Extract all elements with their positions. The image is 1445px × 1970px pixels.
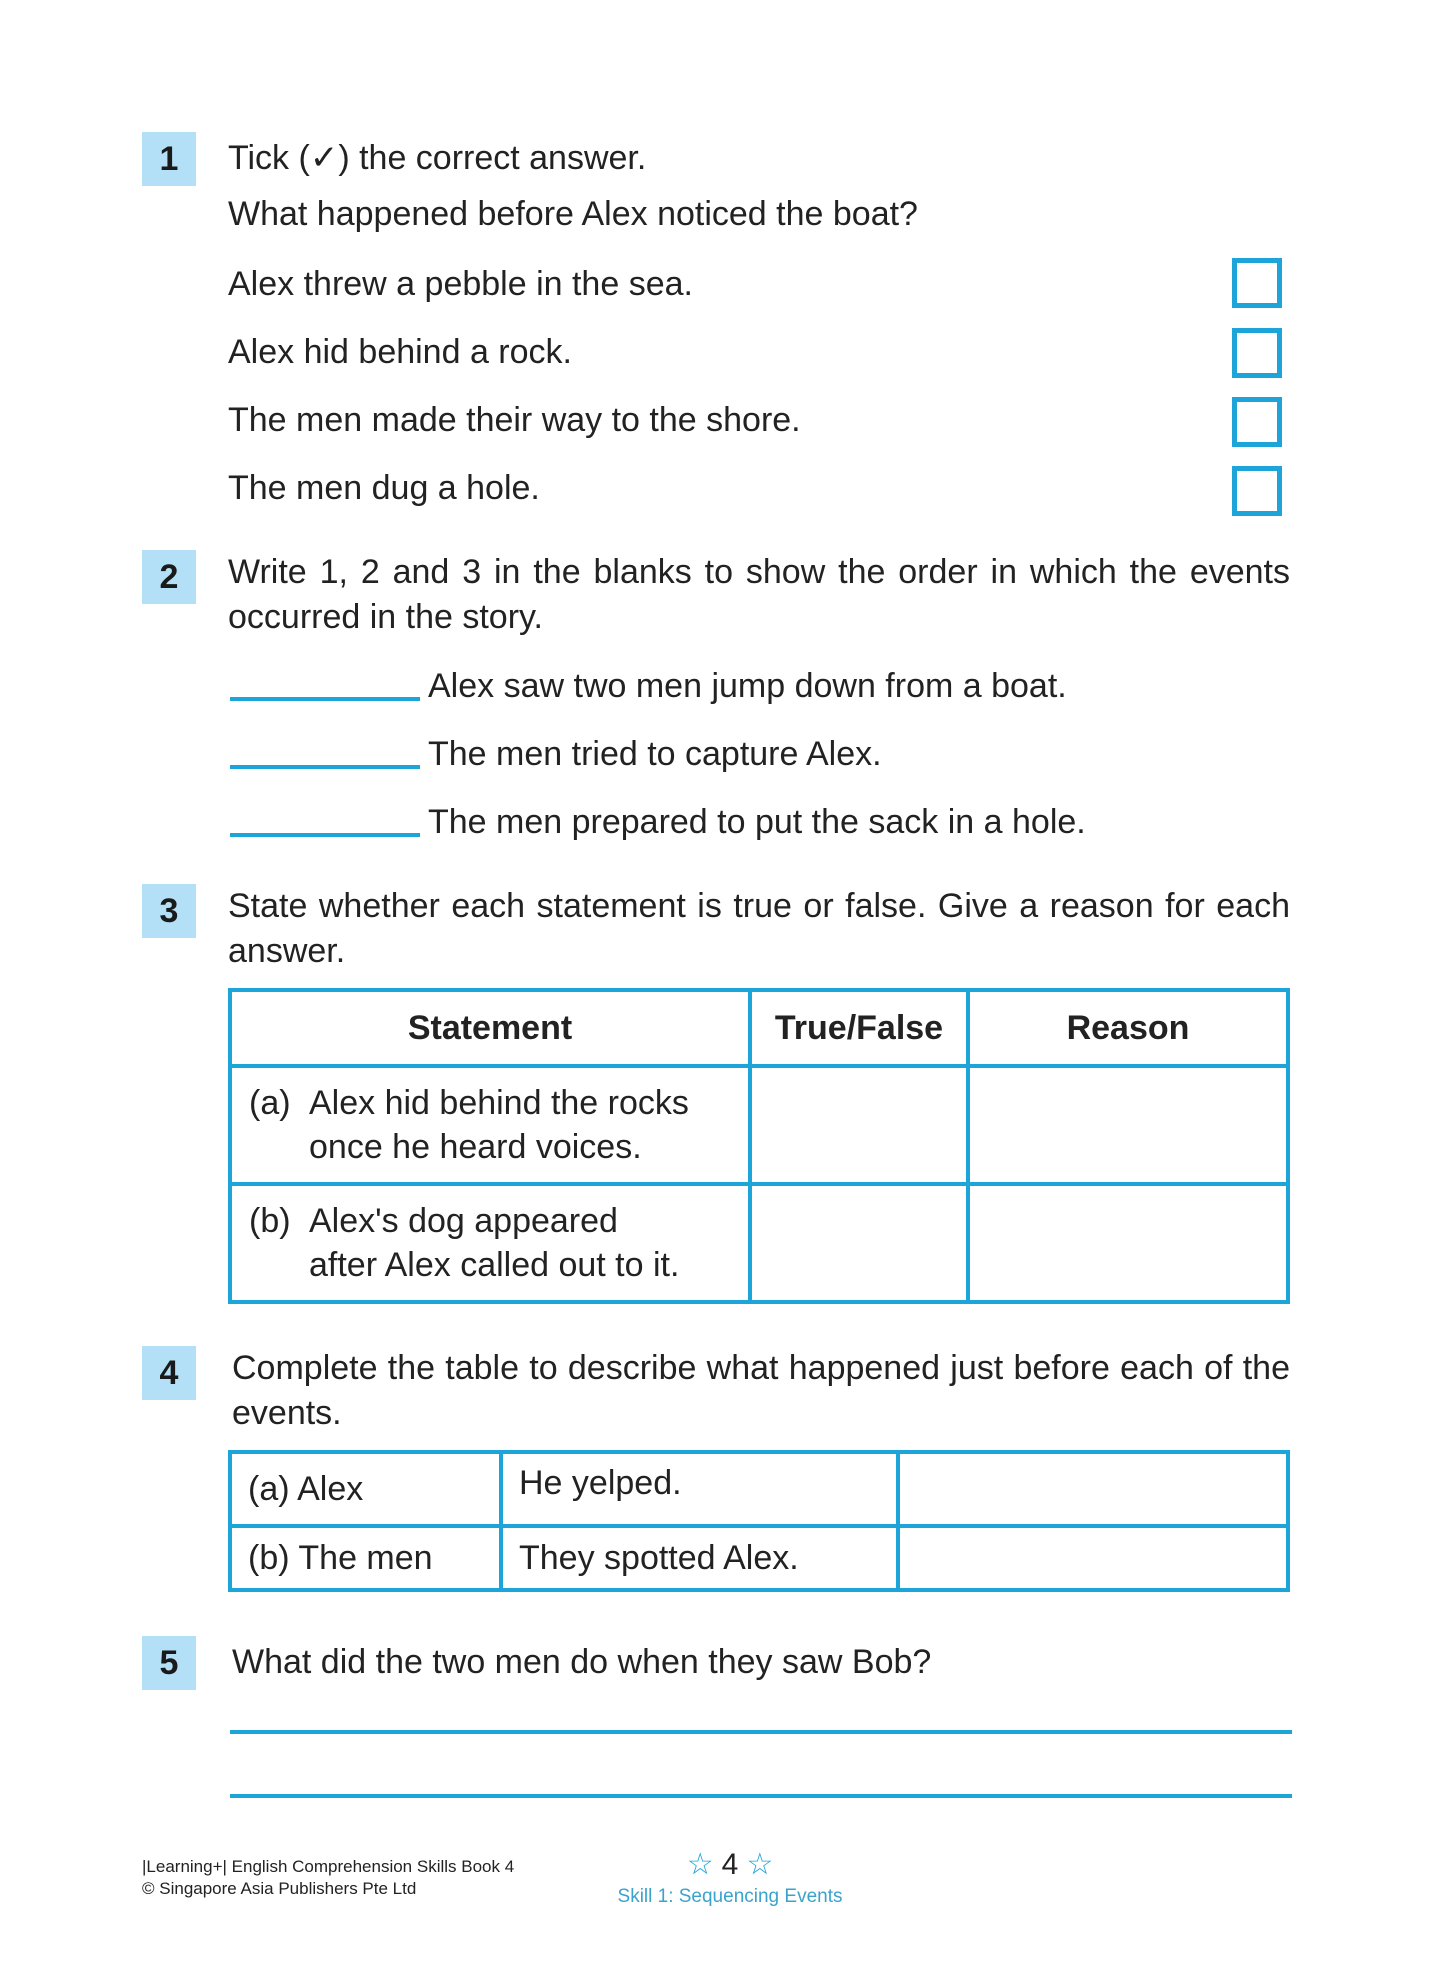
statement-line: once he heard voices.	[309, 1128, 642, 1166]
event-cell: He yelped.	[501, 1452, 898, 1526]
page-number: 4	[721, 1848, 739, 1881]
star-icon: ☆	[746, 1848, 774, 1881]
column-header-reason: Reason	[968, 990, 1288, 1066]
reason-answer-cell[interactable]	[968, 1066, 1288, 1184]
tick-checkbox[interactable]	[1232, 466, 1282, 516]
tick-checkbox[interactable]	[1232, 258, 1282, 308]
answer-line-input[interactable]	[230, 1794, 1292, 1798]
q1-question: What happened before Alex noticed the boat?	[228, 195, 918, 233]
column-header-true-false: True/False	[750, 990, 968, 1066]
footer-credits	[142, 1856, 514, 1900]
q1-option-text: The men made their way to the shore.	[228, 401, 801, 439]
statement-line: Alex's dog appeared	[309, 1202, 618, 1240]
page-footer	[580, 1848, 880, 1908]
table-row	[230, 1066, 1288, 1184]
order-blank-input[interactable]	[230, 697, 420, 701]
question-number-badge: 4	[142, 1346, 196, 1400]
table-row	[230, 1184, 1288, 1302]
q4-instruction: Complete the table to describe what happened just before each of the events.	[232, 1349, 1290, 1432]
statement-line: after Alex called out to it.	[309, 1246, 680, 1284]
q5-question: What did the two men do when they saw Bob?	[232, 1643, 932, 1681]
row-label: (b)	[249, 1202, 291, 1240]
order-blank-input[interactable]	[230, 833, 420, 837]
q2-event-text: Alex saw two men jump down from a boat.	[428, 667, 1067, 705]
statement-line: Alex hid behind the rocks	[309, 1084, 689, 1122]
subject-cell: (b) The men	[230, 1526, 501, 1590]
book-title: |Learning+| English Comprehension Skills Book 4	[142, 1857, 515, 1876]
question-number-badge: 5	[142, 1636, 196, 1690]
row-label: (a)	[249, 1084, 291, 1122]
event-cell: They spotted Alex.	[501, 1526, 898, 1590]
true-false-answer-cell[interactable]	[750, 1066, 968, 1184]
true-false-table	[228, 988, 1290, 1304]
q1-option-text: Alex hid behind a rock.	[228, 333, 572, 371]
order-blank-input[interactable]	[230, 765, 420, 769]
events-table	[228, 1450, 1290, 1592]
q1-option-text: Alex threw a pebble in the sea.	[228, 265, 693, 303]
table-row	[230, 1452, 1288, 1526]
tick-checkbox[interactable]	[1232, 397, 1282, 447]
table-row	[230, 1526, 1288, 1590]
statement-cell	[230, 1184, 750, 1302]
question-number-badge: 1	[142, 132, 196, 186]
skill-label: Skill 1: Sequencing Events	[617, 1886, 843, 1907]
q1-option-text: The men dug a hole.	[228, 469, 540, 507]
copyright: © Singapore Asia Publishers Pte Ltd	[142, 1879, 417, 1898]
q2-event-text: The men tried to capture Alex.	[428, 735, 882, 773]
q2-instruction: Write 1, 2 and 3 in the blanks to show the order in which the events occurred in the story.	[228, 553, 1290, 636]
question-number-badge: 3	[142, 884, 196, 938]
star-icon: ☆	[686, 1848, 714, 1881]
column-header-statement: Statement	[230, 990, 750, 1066]
subject-cell: (a) Alex	[230, 1452, 501, 1526]
answer-cell[interactable]	[898, 1526, 1288, 1590]
q1-instruction: Tick (✓) the correct answer.	[228, 139, 647, 177]
true-false-answer-cell[interactable]	[750, 1184, 968, 1302]
reason-answer-cell[interactable]	[968, 1184, 1288, 1302]
statement-cell	[230, 1066, 750, 1184]
tick-checkbox[interactable]	[1232, 328, 1282, 378]
q3-instruction: State whether each statement is true or false. Give a reason for each answer.	[228, 887, 1290, 970]
question-number-badge: 2	[142, 550, 196, 604]
answer-line-input[interactable]	[230, 1730, 1292, 1734]
q2-event-text: The men prepared to put the sack in a hole.	[428, 803, 1086, 841]
answer-cell[interactable]	[898, 1452, 1288, 1526]
